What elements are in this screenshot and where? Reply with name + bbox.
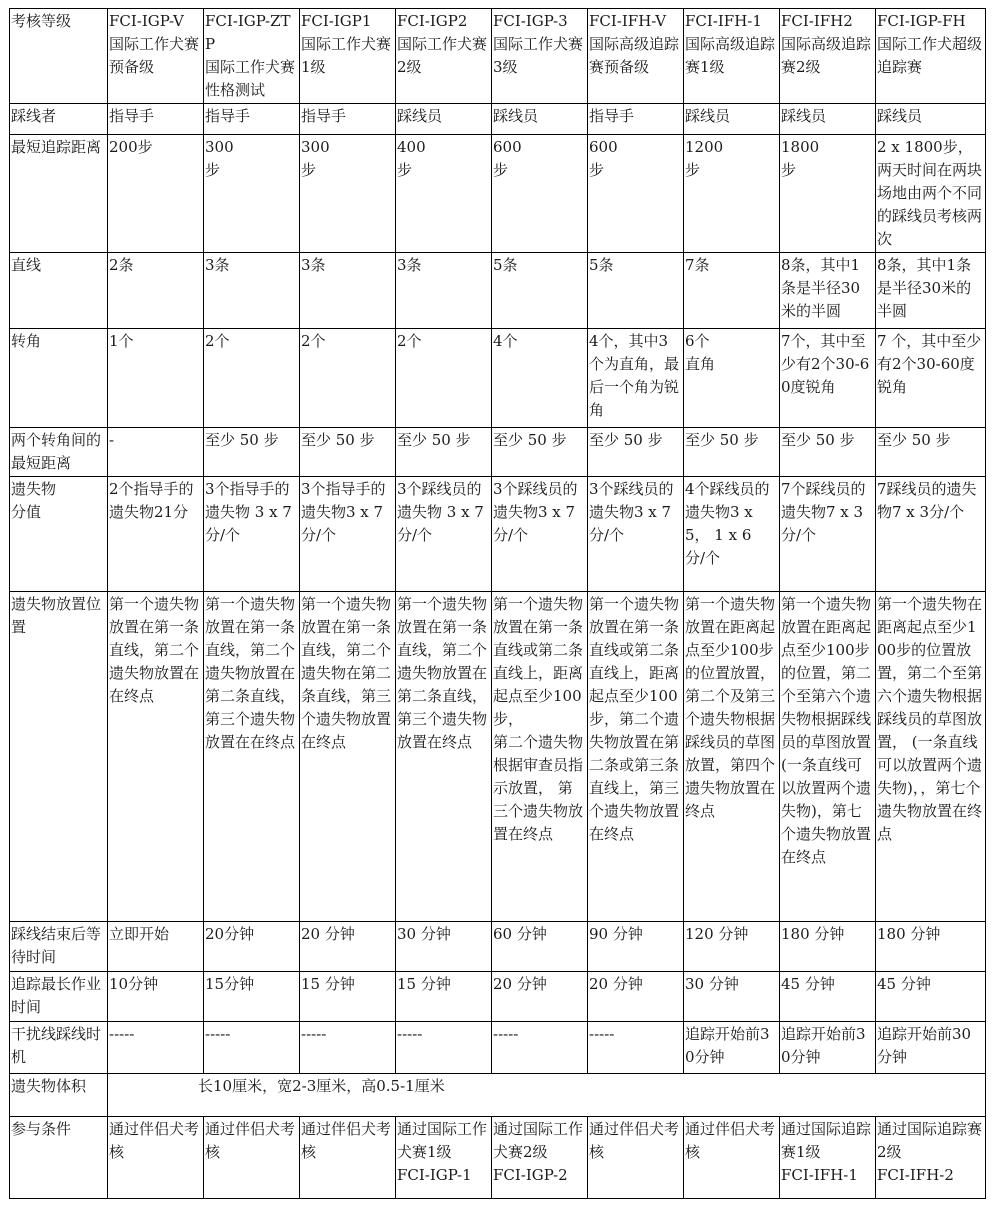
table-cell: 20分钟 [204, 922, 300, 972]
table-cell: ----- [300, 1022, 396, 1074]
table-cell: 至少 50 步 [588, 428, 684, 477]
row-label: 踩线结束后等待时间 [10, 922, 108, 972]
row-label: 干扰线踩线时机 [10, 1022, 108, 1074]
table-cell: 3个指导手的遗失物 3 x 7分/个 [204, 477, 300, 592]
table-row [10, 329, 986, 428]
table-cell: 第一个遗失物放置在距离起点至少100步的位置放置， 第二个及第三个遗失物根据踩线员的草图放置，第四个遗失物放置在终点 [684, 592, 780, 922]
table-cell: 通过伴侣犬考核 [684, 1117, 780, 1199]
table-cell: 7 个，其中至少有2个30-60度锐角 [876, 329, 986, 428]
column-header: FCI-IGP-3 国际工作犬赛3级 [492, 9, 588, 104]
table-cell: 踩线员 [492, 104, 588, 135]
table-cell: 30 分钟 [396, 922, 492, 972]
table-cell: 通过伴侣犬考核 [588, 1117, 684, 1199]
table-cell: 20 分钟 [492, 972, 588, 1022]
table-cell: 踩线员 [780, 104, 876, 135]
column-header: FCI-IFH-1 国际高级追踪赛1级 [684, 9, 780, 104]
table-cell: 15 分钟 [396, 972, 492, 1022]
column-header: FCI-IFH2 国际高级追踪赛2级 [780, 9, 876, 104]
table-cell: 5条 [492, 253, 588, 329]
table-row [10, 922, 986, 972]
row-label: 遗失物放置位置 [10, 592, 108, 922]
column-header: FCI-IGP-V 国际工作犬赛预备级 [108, 9, 204, 104]
column-header: FCI-IGP2 国际工作犬赛2级 [396, 9, 492, 104]
table-cell: 300 步 [204, 135, 300, 253]
table-cell: 第一个遗失物放置在第一条直线，第二个遗失物放置在在终点 [108, 592, 204, 922]
size-row [10, 1074, 986, 1117]
table-cell: 3个踩线员的遗失物3 x 7分/个 [588, 477, 684, 592]
row-label: 两个转角间的最短距离 [10, 428, 108, 477]
table-cell: 第一个遗失物放置在第一条直线，第二个遗失物在第二条直线，第三个遗失物放置在终点 [300, 592, 396, 922]
requirements-table [9, 8, 986, 1199]
table-cell: 2个指导手的遗失物21分 [108, 477, 204, 592]
table-cell: 4个 [492, 329, 588, 428]
table-cell: 1200 步 [684, 135, 780, 253]
table-cell: 指导手 [204, 104, 300, 135]
table-row [10, 972, 986, 1022]
table-cell: 追踪开始前30分钟 [876, 1022, 986, 1074]
row-label: 直线 [10, 253, 108, 329]
table-cell: ----- [204, 1022, 300, 1074]
table-cell: 7个，其中至少有2个30-60度锐角 [780, 329, 876, 428]
table-row [10, 253, 986, 329]
column-header: FCI-IGP1 国际工作犬赛1级 [300, 9, 396, 104]
table-cell: 3个指导手的遗失物3 x 7分/个 [300, 477, 396, 592]
table-cell: 120 分钟 [684, 922, 780, 972]
table-cell: 300 步 [300, 135, 396, 253]
table-cell: 至少 50 步 [396, 428, 492, 477]
table-cell: 180 分钟 [876, 922, 986, 972]
row-label: 遗失物体积 [10, 1074, 108, 1117]
row-label: 追踪最长作业时间 [10, 972, 108, 1022]
table-cell: 踩线员 [684, 104, 780, 135]
table-cell: ----- [588, 1022, 684, 1074]
table-cell: ----- [108, 1022, 204, 1074]
table-cell: 7踩线员的遗失物7 x 3分/个 [876, 477, 986, 592]
table-row [10, 428, 986, 477]
table-cell: 通过国际工作犬赛1级 FCI-IGP-1 [396, 1117, 492, 1199]
table-cell: 45 分钟 [780, 972, 876, 1022]
table-cell: 通过国际工作犬赛2级 FCI-IGP-2 [492, 1117, 588, 1199]
table-cell: 2 x 1800步，两天时间在两块场地由两个不同的踩线员考核两次 [876, 135, 986, 253]
table-cell: 2个 [396, 329, 492, 428]
table-cell: 踩线员 [396, 104, 492, 135]
table-cell: 第一个遗失物放置在第一条直线，第二个遗失物放置在第二条直线，第三个遗失物放置在在终点 [204, 592, 300, 922]
table-cell: ----- [492, 1022, 588, 1074]
table-cell: 3条 [300, 253, 396, 329]
table-cell: 2个 [300, 329, 396, 428]
table-cell: 2个 [204, 329, 300, 428]
conditions-row [10, 1117, 986, 1199]
table-cell: 指导手 [588, 104, 684, 135]
table-cell: 5条 [588, 253, 684, 329]
table-row [10, 477, 986, 592]
table-cell: 600 步 [588, 135, 684, 253]
table-row [10, 592, 986, 922]
table-cell: 至少 50 步 [876, 428, 986, 477]
table-cell: 第一个遗失物放置在第一条直线或第二条直线上，距离起点至少100步，第二个遗失物放置在第二条或第三条直线上，第三个遗失物放置在终点 [588, 592, 684, 922]
table-cell: 至少 50 步 [684, 428, 780, 477]
table-cell: 3个踩线员的遗失物3 x 7分/个 [492, 477, 588, 592]
row-label: 转角 [10, 329, 108, 428]
table-cell: 15 分钟 [300, 972, 396, 1022]
table-row [10, 135, 986, 253]
size-value: 长10厘米，宽2-3厘米，高0.5-1厘米 [108, 1074, 986, 1117]
table-cell: 400 步 [396, 135, 492, 253]
table-cell: 2条 [108, 253, 204, 329]
table-cell: - [108, 428, 204, 477]
table-cell: 至少 50 步 [492, 428, 588, 477]
row-label: 参与条件 [10, 1117, 108, 1199]
table-cell: 第一个遗失物在距离起点至少100步的位置放置，第二个至第六个遗失物根据踩线员的草图放置， (一条直线可以放置两个遗失物)，，第七个遗失物放置在终点 [876, 592, 986, 922]
table-cell: 通过国际追踪赛2级 FCI-IFH-2 [876, 1117, 986, 1199]
column-header: FCI-IFH-V 国际高级追踪赛预备级 [588, 9, 684, 104]
table-cell: 60 分钟 [492, 922, 588, 972]
row-label: 遗失物 分值 [10, 477, 108, 592]
table-cell: 1个 [108, 329, 204, 428]
table-cell: 指导手 [108, 104, 204, 135]
table-cell: 第一个遗失物放置在距离起点至少100步的位置，第二个至第六个遗失物根据踩线员的草图放置(一条直线可以放置两个遗失物)，第七个遗失物放置在终点 [780, 592, 876, 922]
table-cell: 3条 [396, 253, 492, 329]
table-cell: ----- [396, 1022, 492, 1074]
table-cell: 20 分钟 [300, 922, 396, 972]
table-cell: 7条 [684, 253, 780, 329]
table-cell: 7个踩线员的遗失物7 x 3分/个 [780, 477, 876, 592]
column-header: FCI-IGP-FH 国际工作犬超级追踪赛 [876, 9, 986, 104]
table-cell: 200步 [108, 135, 204, 253]
table-cell: 6个 直角 [684, 329, 780, 428]
header-row [10, 9, 986, 104]
table-row [10, 1022, 986, 1074]
table-cell: 通过伴侣犬考核 [108, 1117, 204, 1199]
table-cell: 10分钟 [108, 972, 204, 1022]
table-cell: 3条 [204, 253, 300, 329]
table-cell: 踩线员 [876, 104, 986, 135]
table-cell: 8条，其中1条是半径30米的半圆 [780, 253, 876, 329]
table-cell: 第一个遗失物放置在第一条直线或第二条直线上，距离起点至少100步， 第二个遗失物根据审查员指示放置， 第三个遗失物放置在终点 [492, 592, 588, 922]
table-cell: 3个踩线员的遗失物 3 x 7分/个 [396, 477, 492, 592]
table-cell: 8条，其中1条是半径30米的半圆 [876, 253, 986, 329]
table-cell: 立即开始 [108, 922, 204, 972]
table-cell: 45 分钟 [876, 972, 986, 1022]
table-row [10, 104, 986, 135]
table-cell: 至少 50 步 [204, 428, 300, 477]
table-cell: 指导手 [300, 104, 396, 135]
row-label: 最短追踪距离 [10, 135, 108, 253]
table-cell: 至少 50 步 [780, 428, 876, 477]
table-cell: 4个踩线员的遗失物3 x 5， 1 x 6 分/个 [684, 477, 780, 592]
table-cell: 600 步 [492, 135, 588, 253]
table-cell: 180 分钟 [780, 922, 876, 972]
table-cell: 4个，其中3个为直角，最后一个角为锐角 [588, 329, 684, 428]
column-header: FCI-IGP-ZTP 国际工作犬赛性格测试 [204, 9, 300, 104]
table-cell: 通过国际追踪赛1级 FCI-IFH-1 [780, 1117, 876, 1199]
table-cell: 至少 50 步 [300, 428, 396, 477]
table-cell: 20 分钟 [588, 972, 684, 1022]
row-label: 踩线者 [10, 104, 108, 135]
table-cell: 30 分钟 [684, 972, 780, 1022]
table-cell: 通过伴侣犬考核 [204, 1117, 300, 1199]
row-label: 考核等级 [10, 9, 108, 104]
table-cell: 通过伴侣犬考核 [300, 1117, 396, 1199]
table-cell: 15分钟 [204, 972, 300, 1022]
table-cell: 追踪开始前30分钟 [684, 1022, 780, 1074]
table-cell: 90 分钟 [588, 922, 684, 972]
table-cell: 1800 步 [780, 135, 876, 253]
table-cell: 第一个遗失物放置在第一条直线，第二个遗失物放置在第二条直线，第三个遗失物放置在终点 [396, 592, 492, 922]
table-cell: 追踪开始前30分钟 [780, 1022, 876, 1074]
